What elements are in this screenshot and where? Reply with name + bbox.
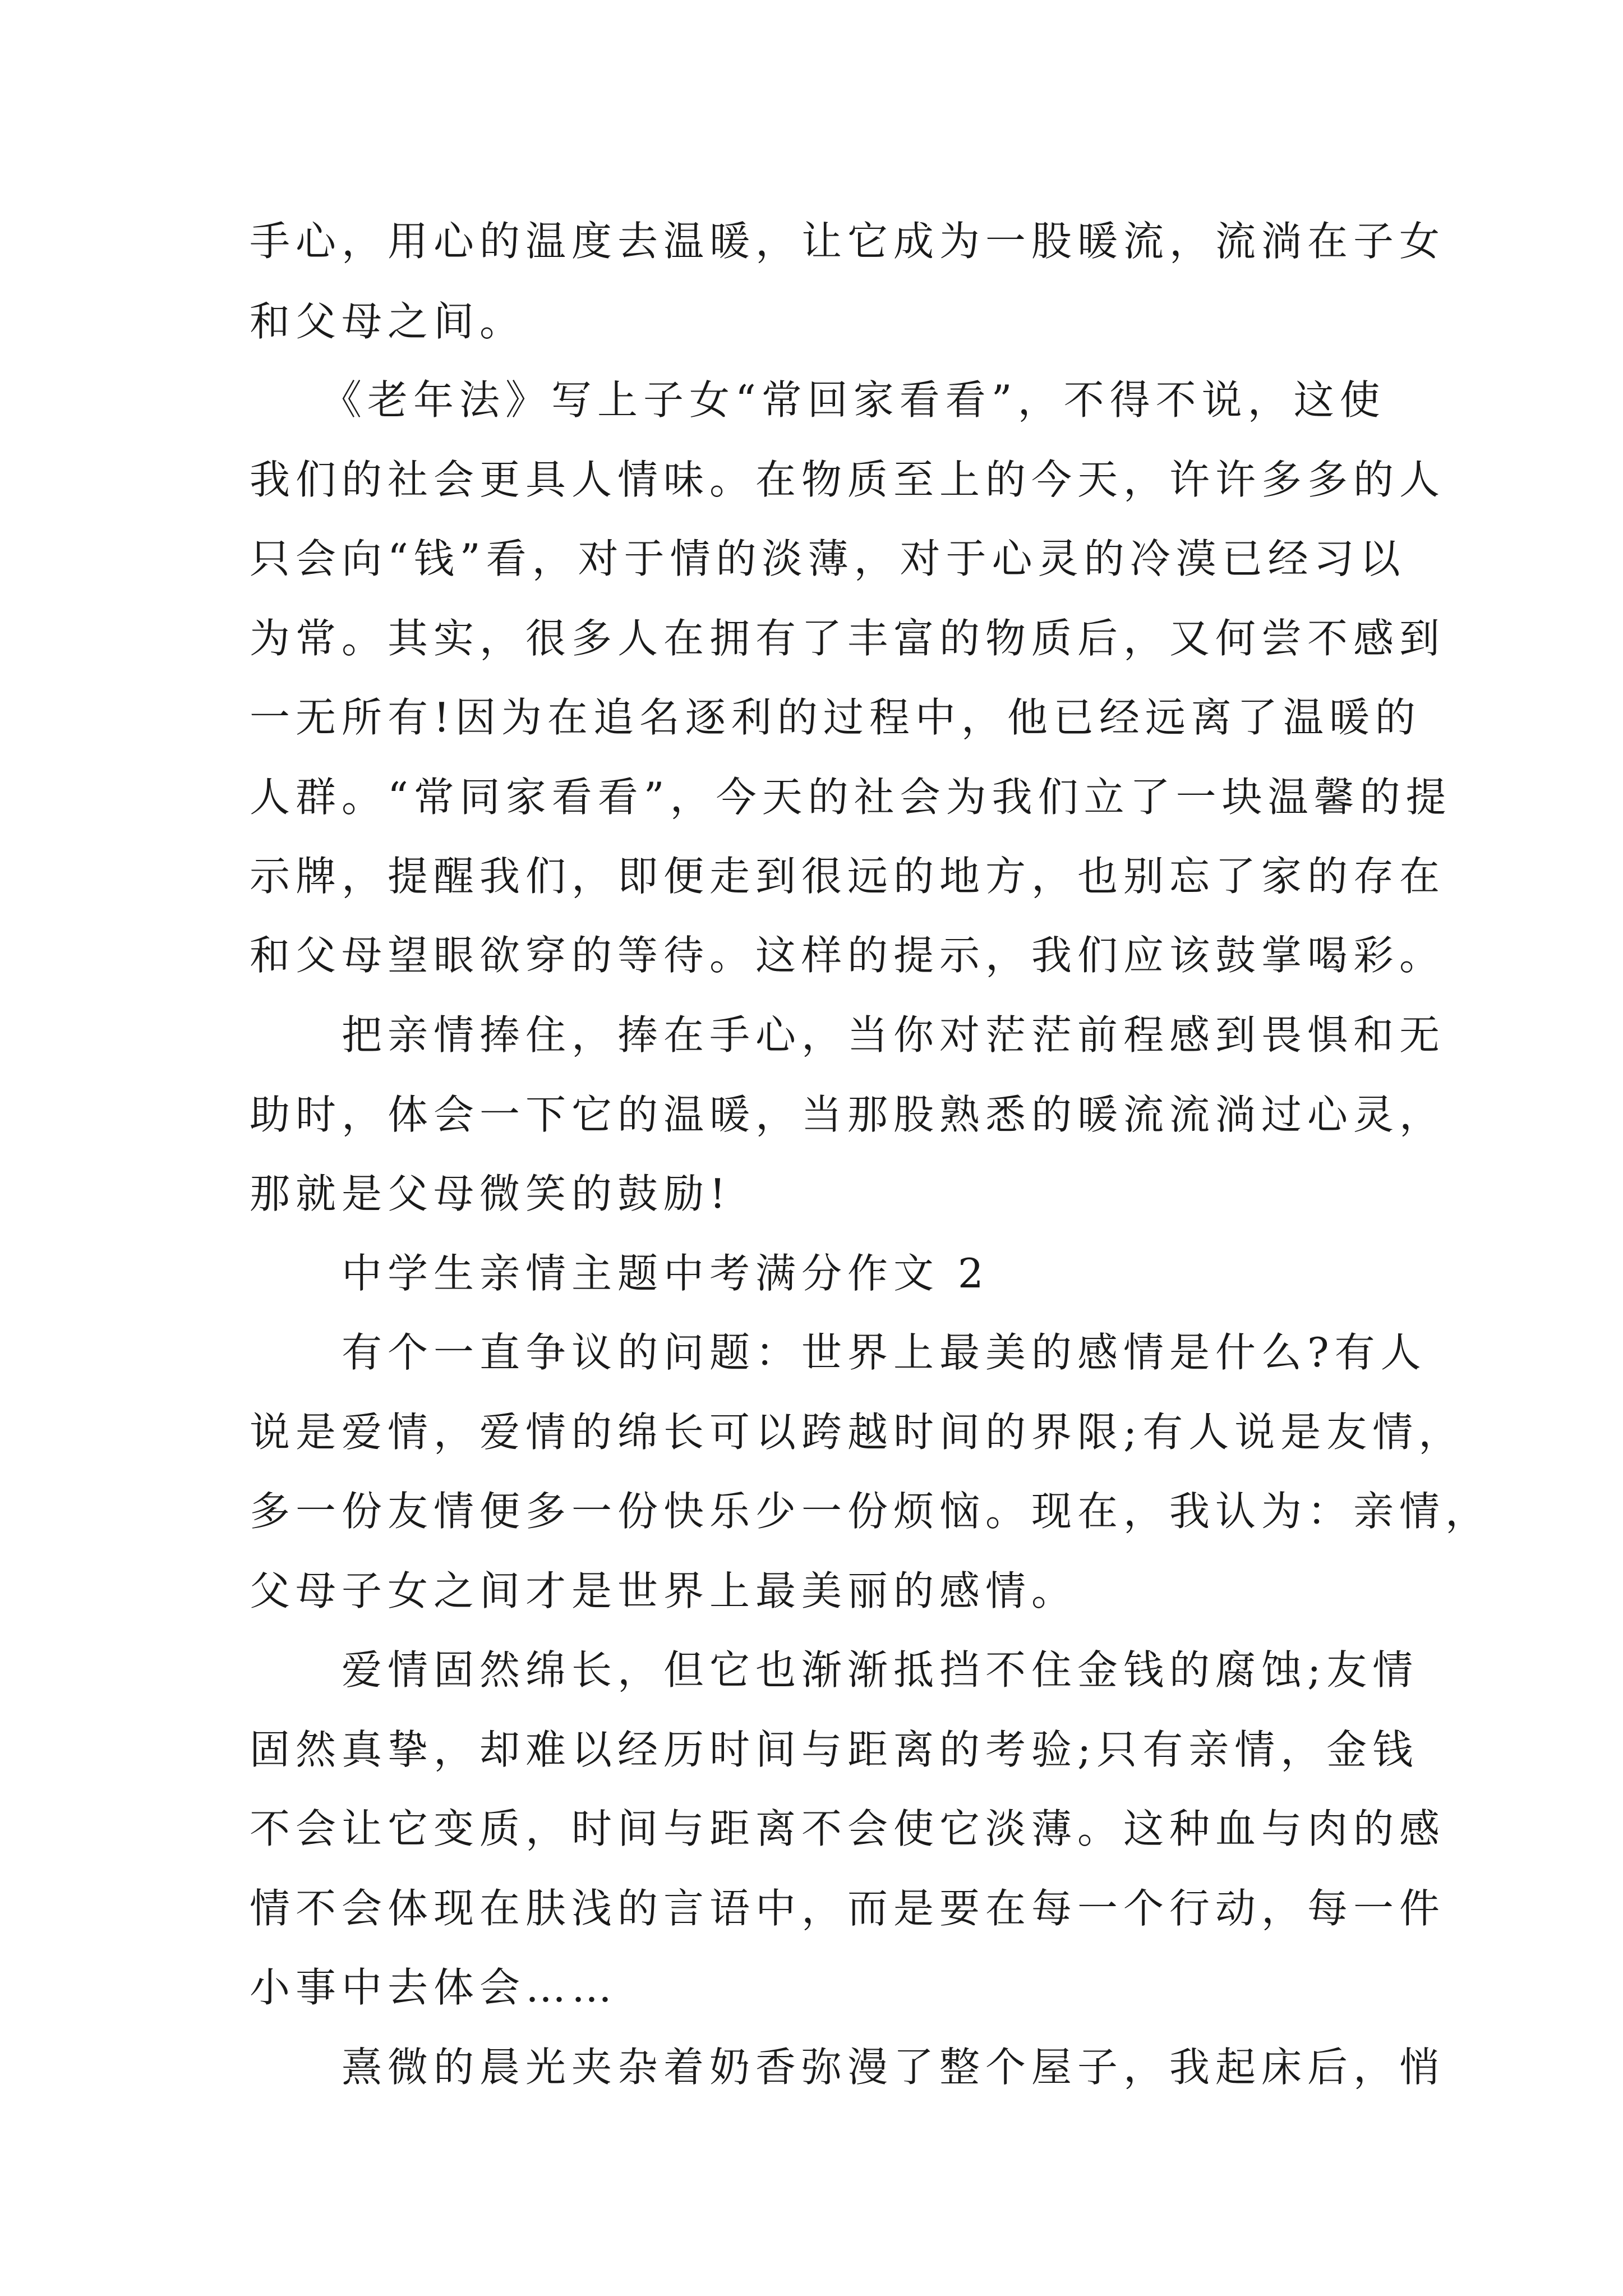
text-line: 爱情固然绵长，但它也渐渐抵挡不住金钱的腐蚀;友情	[250, 1646, 1419, 1694]
text-line: 只会向“钱”看，对于情的淡薄，对于心灵的冷漠已经习以	[250, 535, 1406, 582]
text-line: 为常。其实，很多人在拥有了丰富的物质后，又何尝不感到	[250, 615, 1446, 662]
text-line: 情不会体现在肤浅的言语中，而是要在每一个行动，每一件	[250, 1885, 1446, 1932]
text-line: 多一份友情便多一份快乐少一份烦恼。现在，我认为：亲情，	[250, 1488, 1492, 1535]
text-line: 《老年法》写上子女“常回家看看”，不得不说，这使	[250, 376, 1386, 424]
text-line: 熹微的晨光夹杂着奶香弥漫了整个屋子，我起床后，悄	[250, 2044, 1446, 2091]
text-line: 人群。“常同家看看”，今天的社会为我们立了一块温馨的提	[250, 774, 1452, 821]
text-line: 手心，用心的温度去温暖，让它成为一股暖流，流淌在子女	[250, 218, 1446, 265]
text-line: 示牌，提醒我们，即便走到很远的地方，也别忘了家的存在	[250, 853, 1446, 900]
text-line: 助时，体会一下它的温暖，当那股熟悉的暖流流淌过心灵，	[250, 1091, 1446, 1138]
text-line: 小事中去体会……	[250, 1964, 618, 2011]
text-line: 那就是父母微笑的鼓励!	[250, 1170, 731, 1217]
text-line: 和父母望眼欲穿的等待。这样的提示，我们应该鼓掌喝彩。	[250, 932, 1446, 979]
text-line: 一无所有!因为在追名逐利的过程中，他已经远离了温暖的	[250, 694, 1421, 741]
text-line: 父母子女之间才是世界上最美丽的感情。	[250, 1567, 1078, 1614]
text-line: 不会让它变质，时间与距离不会使它淡薄。这种血与肉的感	[250, 1805, 1446, 1852]
text-line: 和父母之间。	[250, 298, 526, 345]
text-line: 固然真挚，却难以经历时间与距离的考验;只有亲情，金钱	[250, 1726, 1419, 1773]
text-line: 有个一直争议的问题：世界上最美的感情是什么?有人	[250, 1329, 1427, 1376]
text-line: 说是爱情，爱情的绵长可以跨越时间的界限;有人说是友情，	[250, 1409, 1465, 1456]
section-heading: 中学生亲情主题中考满分作文 2	[250, 1250, 989, 1297]
text-line: 我们的社会更具人情味。在物质至上的今天，许许多多的人	[250, 456, 1446, 503]
text-line: 把亲情捧住，捧在手心，当你对茫茫前程感到畏惧和无	[250, 1011, 1446, 1059]
